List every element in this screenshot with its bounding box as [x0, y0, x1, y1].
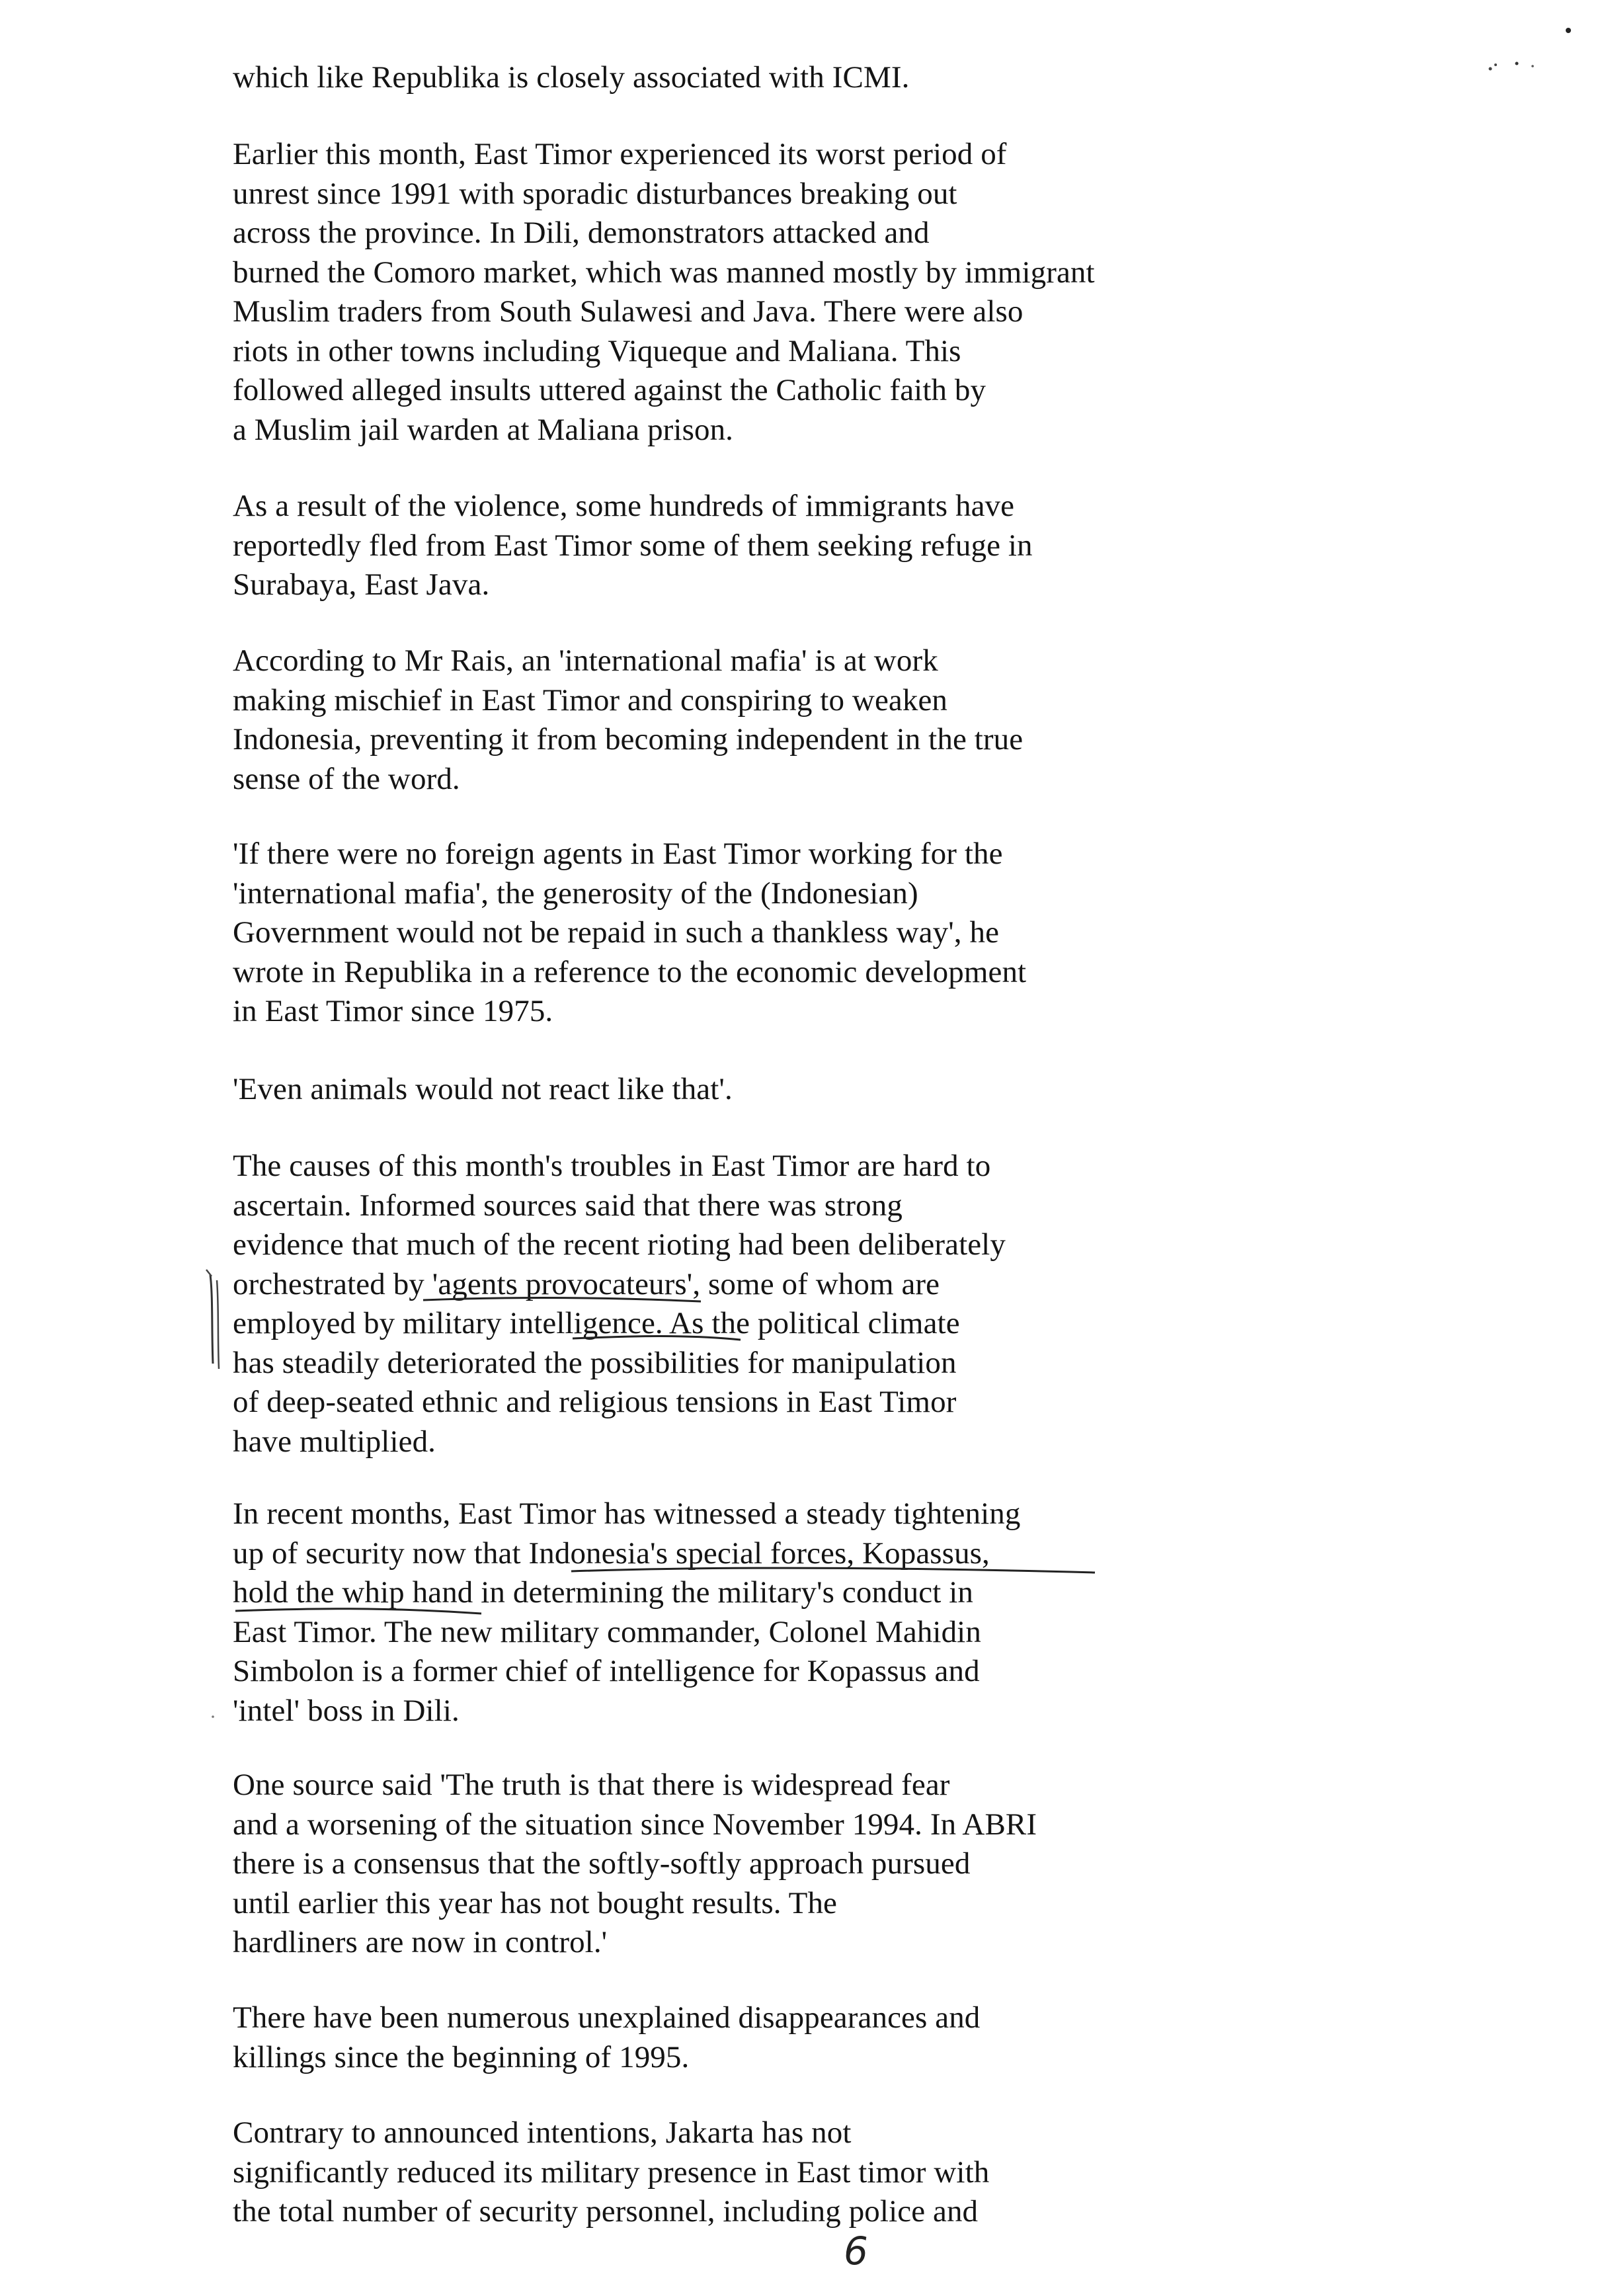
text-line: One source said 'The truth is that there is widespread fear	[233, 1768, 950, 1802]
text-line: Government would not be repaid in such a thankless way', he	[233, 915, 1000, 950]
text-line: a Muslim jail warden at Maliana prison.	[233, 412, 734, 447]
text-line: Contrary to announced intentions, Jakarta has not	[233, 2115, 852, 2150]
text-line: followed alleged insults uttered against the Catholic faith by	[233, 373, 986, 407]
text-line: Muslim traders from South Sulawesi and Java. There were also	[233, 294, 1024, 329]
text-line: has steadily deteriorated the possibilities for manipulation	[233, 1345, 957, 1380]
text-line: 'Even animals would not react like that'.	[233, 1072, 733, 1106]
text-line: up of security now that Indonesia's special forces, Kopassus,	[233, 1536, 990, 1571]
text-line: wrote in Republika in a reference to the economic development	[233, 954, 1027, 989]
text-line: As a result of the violence, some hundreds of immigrants have	[233, 489, 1015, 523]
paragraph-3	[233, 487, 1033, 605]
paragraph-1	[233, 58, 909, 98]
text-line: significantly reduced its military presence in East timor with	[233, 2154, 990, 2190]
text-line: Earlier this month, East Timor experienced its worst period of	[233, 137, 1007, 171]
text-line: of deep-seated ethnic and religious tensions in East Timor	[233, 1385, 957, 1419]
page-number: 6	[844, 2229, 868, 2274]
text-line: across the province. In Dili, demonstrators attacked and	[233, 216, 930, 250]
ink-speck	[1531, 65, 1534, 67]
text-line: The causes of this month's troubles in East Timor are hard to	[233, 1149, 991, 1183]
text-line: In recent months, East Timor has witnessed a steady tightening	[233, 1496, 1021, 1531]
margin-tick-mark	[206, 1270, 212, 1276]
text-line: 'If there were no foreign agents in East Timor working for the	[233, 837, 1003, 871]
ink-speck	[1494, 63, 1497, 66]
text-line: East Timor. The new military commander, Colonel Mahidin	[233, 1614, 981, 1649]
text-line: evidence that much of the recent rioting had been deliberately	[233, 1227, 1006, 1262]
ink-speck	[1489, 67, 1492, 71]
text-line: in East Timor since 1975.	[233, 994, 553, 1028]
paragraph-7	[233, 1147, 1006, 1461]
paragraph-4	[233, 641, 1023, 799]
text-line: which like Republika is closely associated with ICMI.	[233, 60, 910, 95]
text-line: unrest since 1991 with sporadic disturbances breaking out	[233, 176, 957, 211]
text-line: 'international mafia', the generosity of the (Indonesian)	[233, 876, 918, 911]
text-line: orchestrated by 'agents provocateurs', some of whom are	[233, 1266, 940, 1301]
margin-bracket-mark	[210, 1275, 213, 1364]
text-line: Surabaya, East Java.	[233, 567, 490, 602]
text-line: making mischief in East Timor and conspiring to weaken	[233, 682, 948, 718]
text-line: have multiplied.	[233, 1424, 436, 1459]
text-line: burned the Comoro market, which was manned mostly by immigrant	[233, 255, 1095, 290]
ink-speck	[1566, 28, 1571, 33]
paragraph-11	[233, 2113, 989, 2232]
text-line: There have been numerous unexplained disappearances and	[233, 2000, 981, 2035]
text-line: 'intel' boss in Dili.	[233, 1693, 460, 1728]
text-line: there is a consensus that the softly-softly approach pursued	[233, 1846, 971, 1881]
text-line: riots in other towns including Viqueque and Maliana. This	[233, 333, 961, 368]
text-line: the total number of security personnel, including police and	[233, 2194, 979, 2229]
paragraph-10	[233, 1998, 980, 2077]
text-line: sense of the word.	[233, 761, 460, 796]
text-line: Simbolon is a former chief of intelligence for Kopassus and	[233, 1654, 980, 1688]
text-line: and a worsening of the situation since November 1994. In ABRI	[233, 1807, 1037, 1842]
paragraph-8	[233, 1495, 1020, 1731]
text-line: ascertain. Informed sources said that there was strong	[233, 1188, 903, 1223]
paragraph-9	[233, 1766, 1037, 1963]
ink-speck	[212, 1715, 214, 1718]
text-line: hardliners are now in control.'	[233, 1925, 608, 1959]
paragraph-6	[233, 1070, 733, 1110]
ink-speck	[1515, 62, 1519, 65]
text-line: until earlier this year has not bought results. The	[233, 1885, 838, 1920]
text-line: reportedly fled from East Timor some of them seeking refuge in	[233, 528, 1033, 563]
paragraph-5	[233, 835, 1026, 1032]
text-line: hold the whip hand in determining the military's conduct in	[233, 1575, 973, 1610]
text-line: killings since the beginning of 1995.	[233, 2039, 690, 2074]
text-line: According to Mr Rais, an 'international mafia' is at work	[233, 643, 938, 678]
text-line: Indonesia, preventing it from becoming independent in the true	[233, 722, 1024, 757]
paragraph-2	[233, 135, 1095, 450]
text-line: employed by military intelligence. As the political climate	[233, 1306, 960, 1340]
margin-bracket-mark	[217, 1280, 219, 1369]
